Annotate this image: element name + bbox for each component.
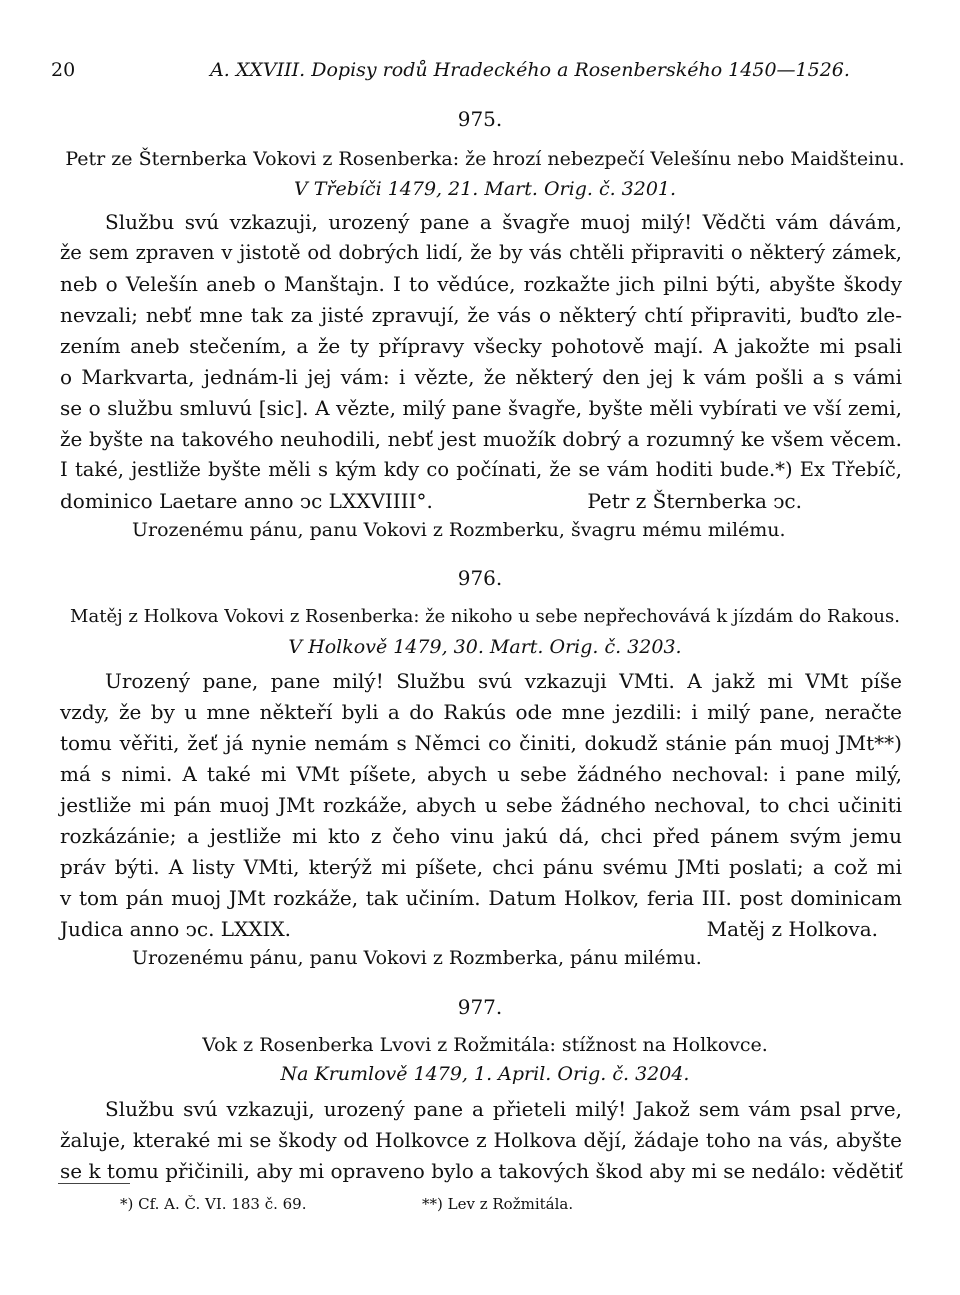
footnote-rule <box>58 1183 130 1184</box>
letter-closing <box>60 917 902 941</box>
letter-regest: Vok z Rosenberka Lvovi z Rožmitála: stížnost na Holkovce. <box>202 1034 768 1056</box>
letter-text-line: neb o Velešín aneb o Manštajn. I to vědúce, rozkažte jich pilni býti, abyšte škody <box>60 272 902 296</box>
letter-text-line: I také, jestliže byšte měli s kým kdy co počínati, že se vám hoditi bude.*) Ex Třebíč, <box>60 458 902 481</box>
letter-text-line: se o službu smluvú [sic]. A vězte, milý pane švagře, byšte měli vybírati ve vší zemi, <box>60 396 902 420</box>
letter-regest: Petr ze Šternberka Vokovi z Rosenberka: že hrozí nebezpečí Velešínu nebo Maidšteinu. <box>65 148 905 170</box>
running-title: A. XXVIII. Dopisy rodů Hradeckého a Rosenberského 1450—1526. <box>210 59 850 81</box>
letter-address: Urozenému pánu, panu Vokovi z Rozmberka, pánu milému. <box>132 947 702 969</box>
letter-number: 975. <box>457 107 503 131</box>
letter-dating: Judica anno ↄc. LXXIX. <box>60 917 292 941</box>
letter-text-line: práv býti. A listy VMti, kterýž mi píšete, chci pánu svému JMti poslati; a což mi <box>60 855 902 879</box>
letter-closing <box>60 489 902 513</box>
letter-text-line: má s nimi. A také mi VMt píšete, abych u sebe žádného nechoval: i pane milý, <box>60 762 902 786</box>
letter-number: 976. <box>457 566 503 590</box>
letter-text-line: že sem zpraven v jistotě od dobrých lidí, že by vás chtěli připraviti o některý zámek, <box>60 241 902 264</box>
page-number: 20 <box>51 59 76 81</box>
footnote: **) Lev z Rožmitála. <box>422 1195 574 1213</box>
letter-number: 977. <box>457 995 503 1019</box>
letter-text-line: tomu věřiti, žeť já nynie nemám s Němci co činiti, dokudž stánie pán muoj JMt**) <box>60 731 902 755</box>
letter-text-line: v tom pán muoj JMt rozkáže, tak učiním. Datum Holkov, feria III. post dominicam <box>60 886 902 910</box>
letter-place-date: V Holkově 1479, 30. Mart. Orig. č. 3203. <box>288 636 682 658</box>
letter-place-date: Na Krumlově 1479, 1. April. Orig. č. 3204. <box>280 1063 690 1085</box>
letter-text-line: jestliže mi pán muoj JMt rozkáže, abych u sebe žádného nechoval, to chci učiniti <box>60 793 902 817</box>
footnote: *) Cf. A. Č. VI. 183 č. 69. <box>120 1195 307 1213</box>
letter-text-line: zením aneb stečením, a že ty přípravy všecky pohotově mají. A jakožte mi psali <box>60 334 902 358</box>
letter-signature: Matěj z Holkova. <box>706 917 878 941</box>
letter-place-date: V Třebíči 1479, 21. Mart. Orig. č. 3201. <box>293 178 677 200</box>
letter-address: Urozenému pánu, panu Vokovi z Rozmberku, švagru mému milému. <box>132 519 786 541</box>
letter-text-line: Službu svú vzkazuji, urozený pane a švagře muoj milý! Vědčti vám dávám, <box>105 210 902 234</box>
letter-text-line: že byšte na takového neuhodili, nebť jest muožík dobrý a rozumný ke všem věcem. <box>60 427 902 451</box>
letter-text-line: se k tomu přičinili, aby mi opraveno bylo a takových škod aby mi se nedálo: vědětiť <box>60 1159 903 1183</box>
letter-signature: Petr z Šternberka ↄc. <box>587 489 802 513</box>
letter-text-line: o Markvarta, jednám-li jej vám: i vězte, že některý den jej k vám pošli a s vámi <box>60 365 902 389</box>
letter-text-line: žaluje, kteraké mi se škody od Holkovce z Holkova dějí, žádaje toho na vás, abyšte <box>60 1128 902 1152</box>
letter-regest: Matěj z Holkova Vokovi z Rosenberka: že nikoho u sebe nepřechovává k jízdám do Rakous. <box>70 606 900 627</box>
letter-text-line: vzdy, že by u mne někteří byli a do Rakús ode mne jezdili: i milý pane, neračte <box>60 700 902 724</box>
letter-dating: dominico Laetare anno ↄc LXXVIIII°. <box>60 489 433 513</box>
letter-text-line: rozkázánie; a jestliže mi kto z čeho vinu jakú dá, chci před pánem svým jemu <box>60 824 902 848</box>
letter-text-line: nevzali; nebť mne tak za jisté zpravují, že vás o některý chtí připraviti, buďto zle- <box>60 303 902 327</box>
letter-text-line: Službu svú vzkazuji, urozený pane a přieteli milý! Jakož sem vám psal prve, <box>105 1097 902 1121</box>
letter-text-line: Urozený pane, pane milý! Službu svú vzkazuji VMti. A jakž mi VMt píše <box>105 669 902 693</box>
